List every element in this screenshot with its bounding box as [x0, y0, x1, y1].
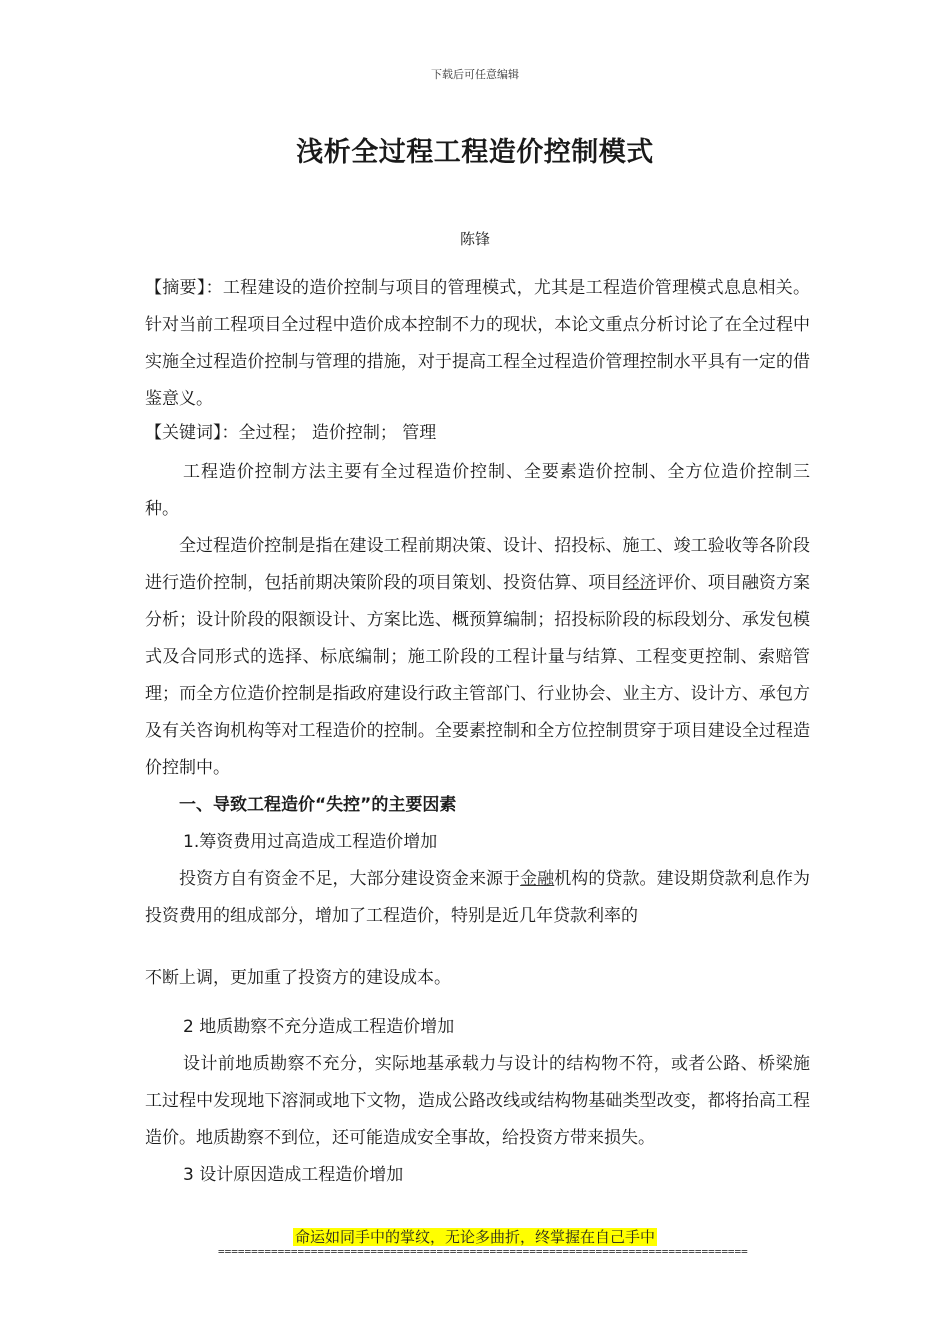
link-economy[interactable]: 经济	[622, 573, 657, 593]
footer-motto	[0, 1226, 950, 1247]
keywords-paragraph	[145, 418, 810, 448]
subheading-1: 1.筹资费用过高造成工程造价增加	[183, 832, 438, 852]
footer-motto-text: 命运如同手中的掌纹，无论多曲折，终掌握在自己手中	[294, 1228, 655, 1246]
paragraph-methods: 工程造价控制方法主要有全过程造价控制、全要素造价控制、全方位造价控制三种。	[145, 462, 810, 519]
subheading-3: 3 设计原因造成工程造价增加	[183, 1165, 404, 1185]
link-finance[interactable]: 金融	[520, 869, 555, 889]
footer-divider: ================================================================================	[218, 1245, 748, 1258]
document-title: 浅析全过程工程造价控制模式	[296, 137, 654, 168]
paragraph-full-process	[145, 528, 810, 787]
abstract-label: 【摘要】	[145, 278, 206, 298]
header-note: 下载后可任意编辑	[431, 68, 519, 81]
abstract-paragraph	[145, 270, 810, 418]
document-body	[145, 270, 810, 1194]
document-author: 陈锋	[459, 230, 490, 248]
paragraph-financing-text-1: 投资方自有资金不足，大部分建设资金来源于	[179, 869, 521, 889]
paragraph-financing-continued: 不断上调，更加重了投资方的建设成本。	[145, 968, 451, 988]
page-break-gap	[145, 935, 810, 960]
abstract-text: ：工程建设的造价控制与项目的管理模式，尤其是工程造价管理模式息息相关。针对当前工程项目全过程中造价成本控制不力的现状，本论文重点分析讨论了在全过程中实施全过程造价控制与管理的措施，对于提高工程全过程造价管理控制水平具有一定的借鉴意义。	[145, 278, 811, 409]
subheading-2: 2 地质勘察不充分造成工程造价增加	[183, 1017, 455, 1037]
paragraph-financing	[145, 861, 810, 935]
paragraph-full-process-text-2: 评价、项目融资方案分析；设计阶段的限额设计、方案比选、概预算编制；招投标阶段的标段划分、承发包模式及合同形式的选择、标底编制；施工阶段的工程计量与结算、工程变更控制、索赔管理；而全方位造价控制是指政府建设行政主管部门、行业协会、业主方、设计方、承包方及有关咨询机构等对工程造价的控制。全要素控制和全方位控制贯穿于项目建设全过程造价控制中。	[145, 573, 811, 778]
paragraph-full-process-text-1: 全过程造价控制是指在建设工程前期决策、设计、招投标、施工、竣工验收等各阶段进行造价控制，包括前期决策阶段的项目策划、投资估算、项目	[145, 536, 810, 593]
paragraph-geology: 设计前地质勘察不充分，实际地基承载力与设计的结构物不符，或者公路、桥梁施工过程中发现地下溶洞或地下文物，造成公路改线或结构物基础类型改变，都将抬高工程造价。地质勘察不到位，还可能造成安全事故，给投资方带来损失。	[145, 1054, 810, 1148]
section-heading-1: 一、导致工程造价“失控”的主要因素	[179, 795, 457, 815]
keywords-text: ：全过程； 造价控制； 管理	[221, 423, 437, 443]
keywords-label: 【关键词】	[145, 423, 222, 443]
paragraph-financing-text-2: 机构的贷款。建设期贷款利息作为投资费用的组成部分，增加了工程造价，特别是近几年贷款利率的	[145, 869, 811, 926]
